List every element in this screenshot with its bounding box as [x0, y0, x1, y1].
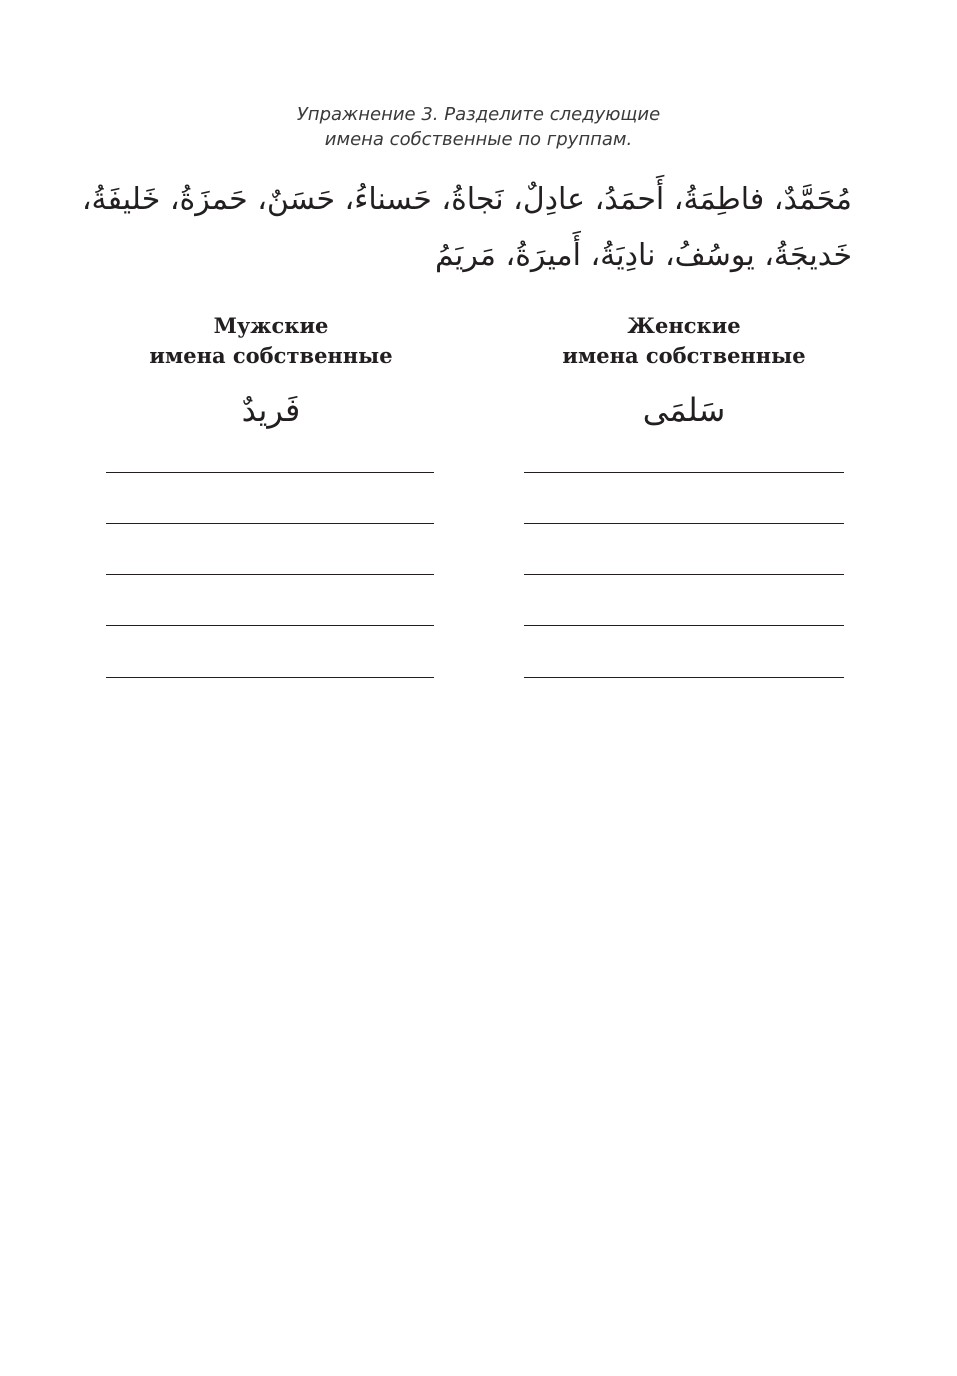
arabic-names-line-2: خَديجَةُ، يوسُفُ، نادِيَةُ، أَميرَةُ، مَريَمُ — [435, 238, 852, 273]
female-heading-line-1: Женские — [627, 313, 741, 338]
male-answer-line-3[interactable] — [106, 574, 434, 575]
male-names-heading — [101, 311, 441, 371]
exercise-instruction-line-2: имена собственные по группам. — [324, 129, 633, 150]
male-answer-line-1[interactable] — [106, 472, 434, 473]
female-names-heading — [514, 311, 854, 371]
female-answer-line-5[interactable] — [524, 677, 844, 678]
female-answer-line-1[interactable] — [524, 472, 844, 473]
male-answer-line-5[interactable] — [106, 677, 434, 678]
female-heading-line-2: имена собственные — [562, 343, 806, 368]
female-answer-line-4[interactable] — [524, 625, 844, 626]
male-answer-line-2[interactable] — [106, 523, 434, 524]
exercise-instruction-line-1: Упражнение 3. Разделите следующие — [296, 104, 661, 125]
female-answer-line-2[interactable] — [524, 523, 844, 524]
female-answer-line-3[interactable] — [524, 574, 844, 575]
female-example-name: سَلمَى — [642, 391, 726, 429]
male-heading-line-2: имена собственные — [149, 343, 393, 368]
male-heading-line-1: Мужские — [213, 313, 329, 338]
male-answer-line-4[interactable] — [106, 625, 434, 626]
male-example-name: فَريدٌ — [241, 391, 301, 429]
arabic-names-line-1: مُحَمَّدٌ، فاطِمَةُ، أَحمَدُ، عادِلٌ، نَجاةُ، حَسناءُ، حَسَنٌ، حَمزَةُ، خَليفَةُ، — [81, 182, 852, 217]
